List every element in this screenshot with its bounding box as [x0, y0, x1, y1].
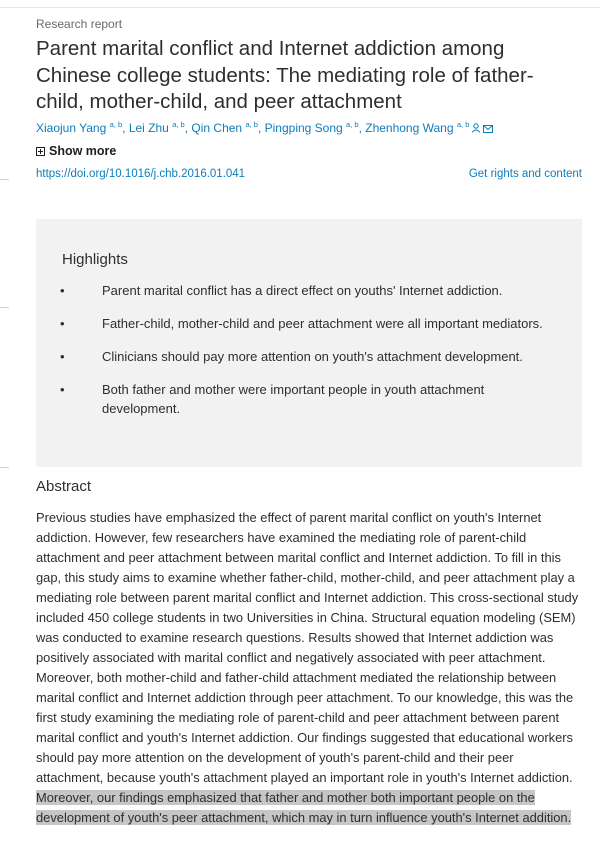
- author-list: Xiaojun Yang $^{a, b}$, Lei Zhu $^{a, b}$, Qin Chen $^{a, b}$, Pingping Song $^{a, b}$, Zhenhong Wang $^{a, b}$: [36, 120, 493, 136]
- article-title: Parent marital conflict and Internet addiction among Chinese college students: The mediating role of father-child, mother-child, and peer attachment: [36, 37, 534, 113]
- doi-link[interactable]: https://doi.org/10.1016/j.chb.2016.01.041: [36, 168, 246, 180]
- highlight-item: • Parent marital conflict has a direct effect on youths' Internet addiction.: [60, 283, 503, 298]
- author-link[interactable]: Qin Chen: [191, 121, 243, 135]
- author-link[interactable]: Xiaojun Yang: [36, 121, 107, 135]
- author-affiliation[interactable]: a, b: [172, 120, 185, 129]
- left-edge-mark: [0, 467, 9, 468]
- highlight-item: • Both father and mother were important people in youth attachment development.: [60, 382, 485, 416]
- selected-text: Moreover, our findings emphasized that father and mother both important people on the development of youth's peer attachment, which may in turn influence youth's Internet addition.: [36, 790, 572, 825]
- envelope-icon[interactable]: [483, 122, 493, 136]
- highlights-section: [36, 219, 582, 467]
- author-affiliation[interactable]: a, b: [456, 120, 470, 129]
- bullet-icon: •: [60, 283, 65, 298]
- top-border: [0, 7, 600, 8]
- article-type-label: Research report: [36, 17, 123, 31]
- abstract-body: Previous studies have emphasized the effect of parent marital conflict on youth's Internet addiction. However, few researchers have examined the mediating role of parent-child attachment and peer attachment between marital conflict and Internet addiction. To fill in this gap, this study aims to examine whether father-child, mother-child, and peer attachment play a mediating role between parent marital conflict and Internet addiction. This cross-sectional study included 450 college students in two Universities in China. Structural equation modeling (SEM) was conducted to examine research questions. Results showed that Internet addiction was positively associated with marital conflict and negatively associated with peer attachment. Moreover, both mother-child and father-child attachment mediated the relationship between marital conflict and Internet addiction through peer attachment. To our knowledge, this was the first study examining the mediating role of parent-child and peer attachment between parent marital conflict and youth's Internet addiction. Our findings suggested that educational workers should pay more attention on the development of youth's parent-child and their peer attachment, because youth's attachment played an important role in youth's Internet addiction.: [36, 510, 579, 785]
- left-edge-mark: [0, 307, 9, 308]
- plus-box-icon: [36, 147, 45, 156]
- show-more-button[interactable]: [36, 144, 116, 158]
- highlight-item: • Father-child, mother-child and peer attachment were all important mediators.: [60, 316, 543, 331]
- highlights-heading: Highlights: [62, 251, 128, 268]
- bullet-icon: •: [60, 316, 65, 331]
- highlight-item: • Clinicians should pay more attention on youth's attachment development.: [60, 349, 523, 364]
- get-rights-link[interactable]: Get rights and content: [468, 168, 582, 180]
- abstract-heading: Abstract: [36, 478, 92, 495]
- show-more-label: Show more: [49, 144, 117, 158]
- left-edge-mark: [0, 179, 9, 180]
- author-affiliation[interactable]: a, b: [109, 120, 123, 129]
- bullet-icon: •: [60, 349, 65, 364]
- author-link[interactable]: Pingping Song: [264, 121, 343, 135]
- author-affiliation[interactable]: a, b: [346, 120, 359, 129]
- abstract-text: [36, 508, 584, 828]
- bullet-icon: •: [60, 382, 65, 397]
- highlights-list: [36, 281, 582, 432]
- author-link[interactable]: Lei Zhu: [128, 121, 169, 135]
- person-icon[interactable]: [471, 122, 481, 136]
- author-affiliation[interactable]: a, b: [245, 120, 258, 129]
- author-link[interactable]: Zhenhong Wang: [365, 121, 454, 135]
